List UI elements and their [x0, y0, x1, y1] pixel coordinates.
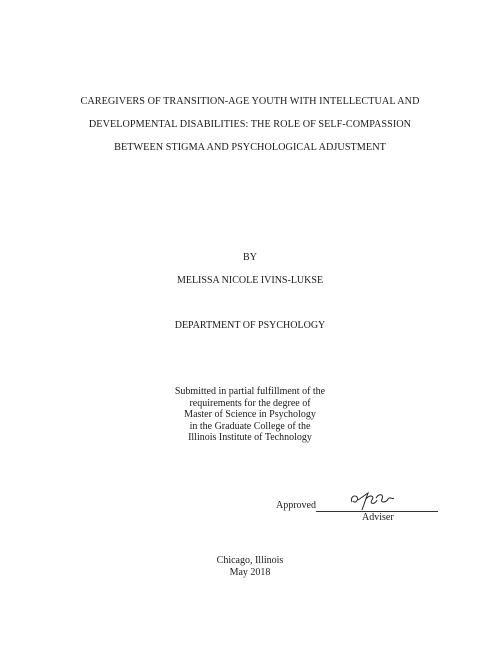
title-line-1: CAREGIVERS OF TRANSITION-AGE YOUTH WITH INTELLECTUAL AND: [80, 96, 420, 107]
approved-label: Approved: [276, 500, 316, 511]
author-name: MELISSA NICOLE IVINS-LUKSE: [176, 275, 324, 286]
submission-line-4: in the Graduate College of the: [189, 420, 311, 432]
approval-block: [276, 492, 446, 532]
date: May 2018: [229, 567, 271, 578]
submission-line-3: Master of Science in Psychology: [184, 409, 316, 421]
submission-line-2: requirements for the degree of: [189, 397, 311, 409]
location: Chicago, Illinois: [216, 555, 284, 566]
submission-line-1: Submitted in partial fulfillment of the: [174, 386, 326, 397]
by-label: BY: [243, 252, 257, 263]
department-name: DEPARTMENT OF PSYCHOLOGY: [174, 320, 326, 331]
title-line-2: DEVELOPMENTAL DISABILITIES: THE ROLE OF SELF-COMPASSION: [88, 119, 412, 130]
submission-line-5: Illinois Institute of Technology: [188, 432, 312, 444]
submission-statement: [0, 386, 500, 444]
adviser-label: Adviser: [362, 512, 394, 523]
title-line-3: BETWEEN STIGMA AND PSYCHOLOGICAL ADJUSTMENT: [114, 142, 386, 153]
